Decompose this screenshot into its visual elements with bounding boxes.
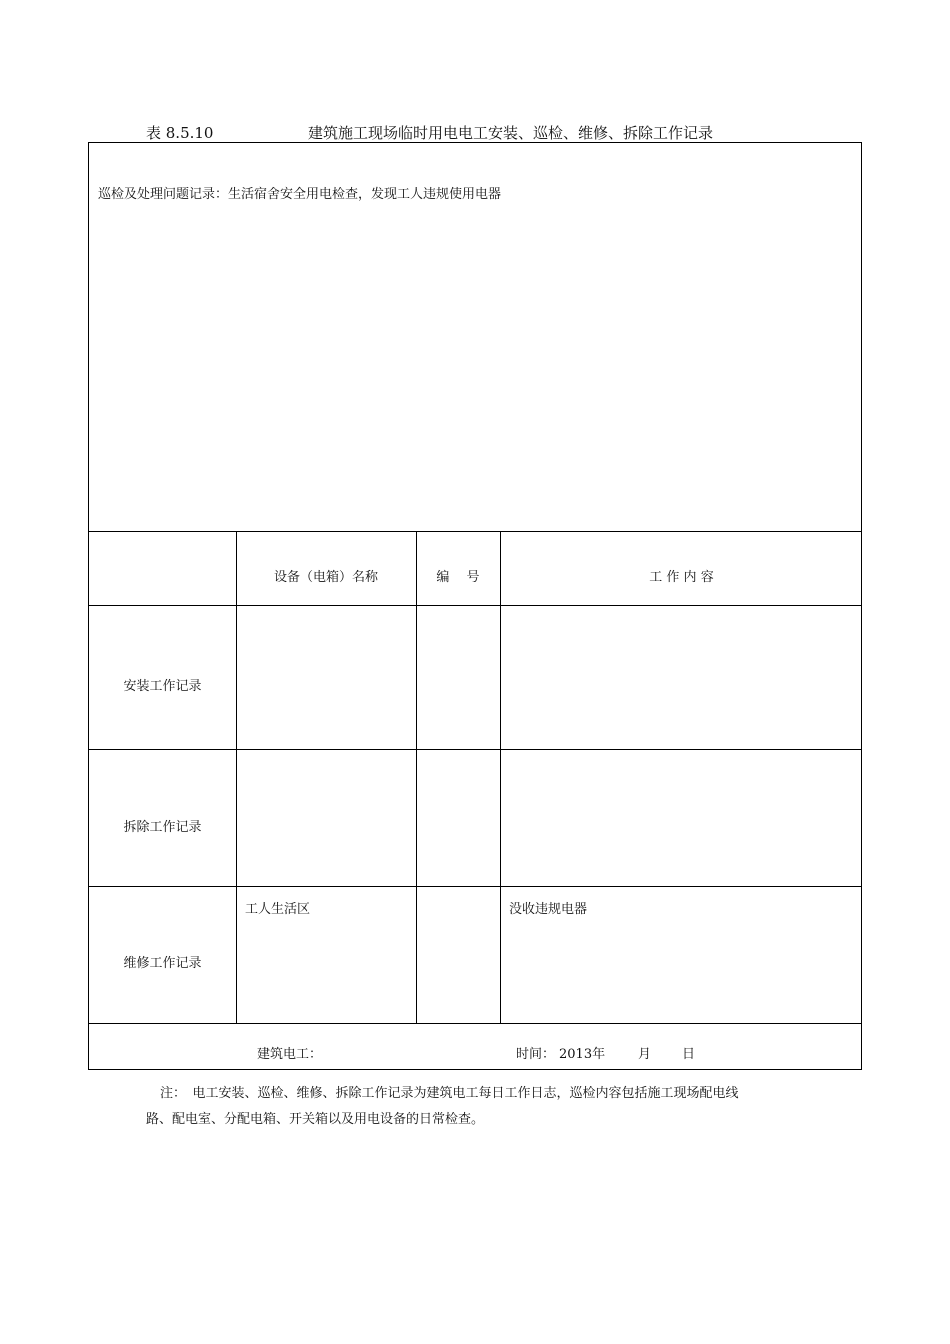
header-work-content: 工 作 内 容: [649, 570, 714, 585]
column-divider: [236, 531, 237, 1023]
time-label: 时间：: [516, 1047, 556, 1062]
header-number: 编 号: [436, 570, 480, 585]
form-title: 建筑施工现场临时用电电工安装、巡检、维修、拆除工作记录: [308, 124, 714, 142]
header-device-name: 设备（电箱）名称: [273, 570, 378, 585]
row-label-remove: 拆除工作记录: [123, 820, 202, 835]
divider-line: [89, 531, 861, 532]
inspection-record: 巡检及处理问题记录：生活宿舍安全用电检查，发现工人违规使用电器: [98, 187, 502, 202]
month-label: 月: [638, 1047, 652, 1062]
divider-line: [89, 886, 861, 887]
column-divider: [500, 531, 501, 1023]
note-line-1: 注： 电工安装、巡检、维修、拆除工作记录为建筑电工每日工作日志，巡检内容包括施工现场配电线: [160, 1086, 739, 1101]
day-label: 日: [682, 1047, 696, 1062]
table-number: 表 8.5.10: [146, 124, 214, 142]
column-divider: [416, 531, 417, 1023]
electrician-label: 建筑电工：: [257, 1047, 323, 1062]
record-form: [88, 142, 862, 1070]
divider-line: [89, 605, 861, 606]
row-label-install: 安装工作记录: [123, 679, 202, 694]
row-label-repair: 维修工作记录: [123, 956, 202, 971]
repair-content: 没收违规电器: [509, 902, 588, 917]
note-line-2: 路、配电室、分配电箱、开关箱以及用电设备的日常检查。: [146, 1112, 485, 1127]
form-header: [0, 118, 950, 144]
repair-device: 工人生活区: [245, 902, 311, 917]
year-value: 2013年: [559, 1047, 606, 1062]
divider-line: [89, 1023, 861, 1024]
divider-line: [89, 749, 861, 750]
